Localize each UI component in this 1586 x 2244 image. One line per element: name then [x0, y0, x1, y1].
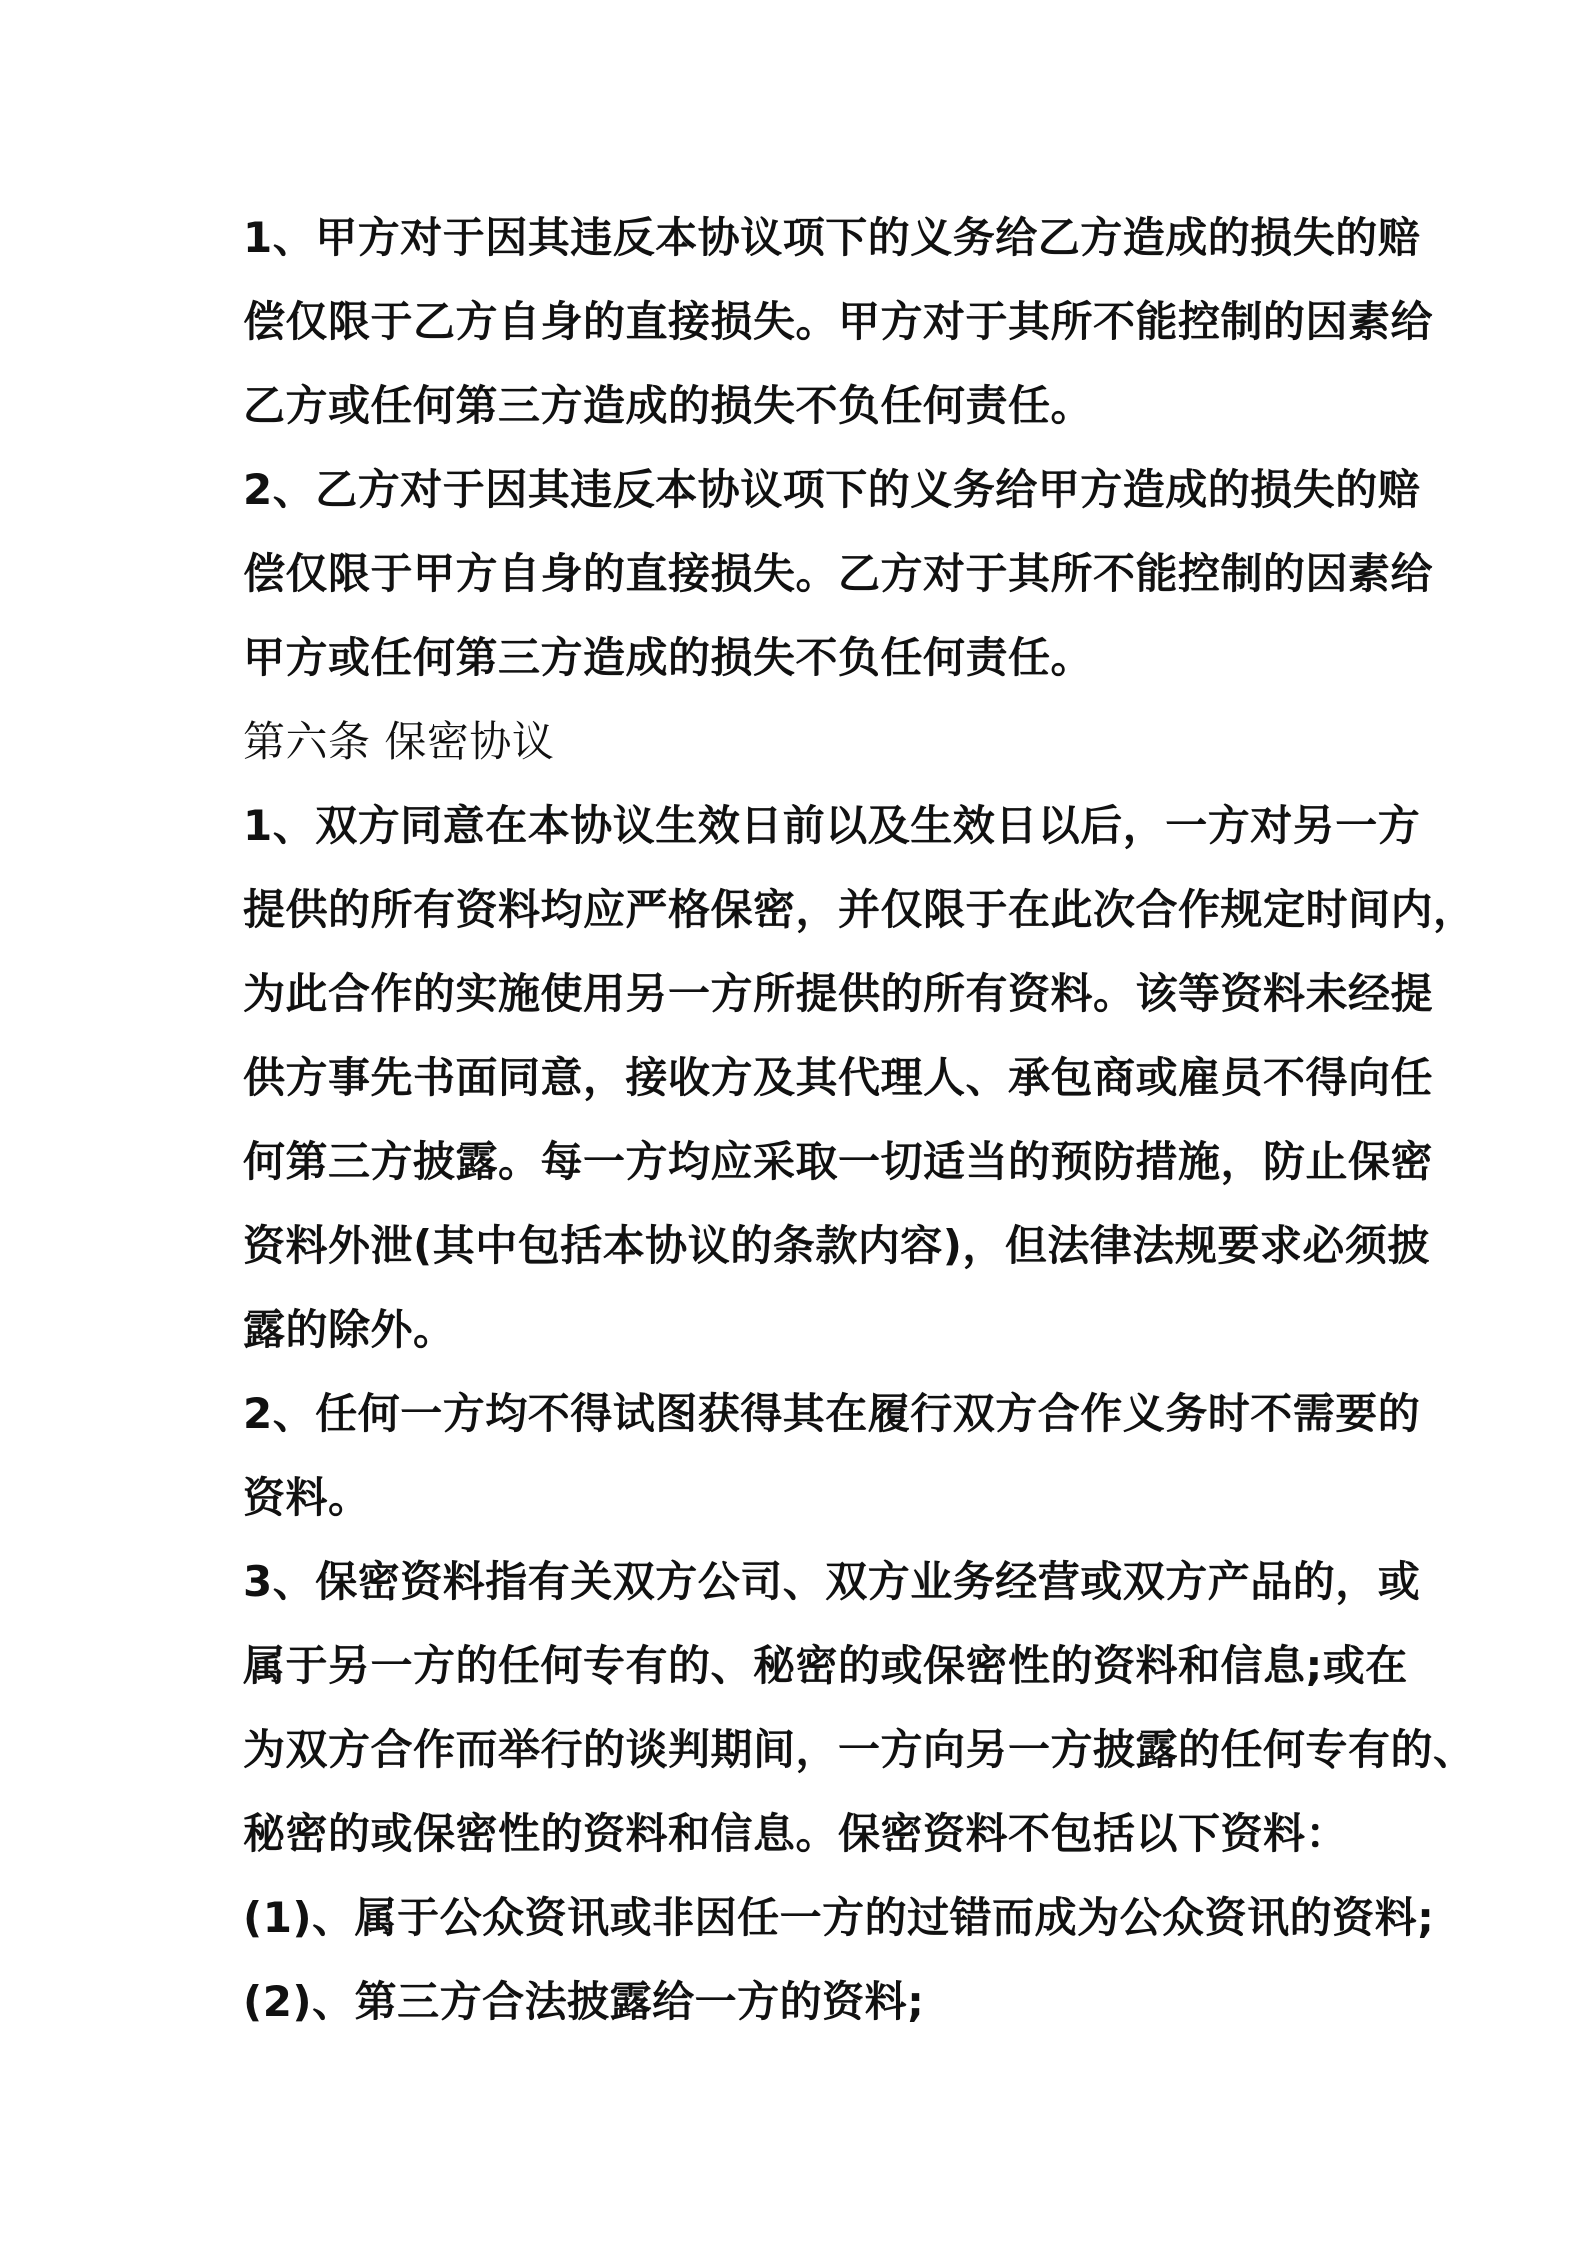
clause-6-3-line-3: 为双方合作而举行的谈判期间，一方向另一方披露的任何专有的、 — [243, 1725, 1476, 1774]
clause-6-3-line-2: 属于另一方的任何专有的、秘密的或保密性的资料和信息;或在 — [243, 1641, 1408, 1690]
clause-6-2-line-1: 2、任何一方均不得试图获得其在履行双方合作义务时不需要的 — [243, 1389, 1421, 1438]
clause-5-2-line-3: 甲方或任何第三方造成的损失不负任何责任。 — [243, 633, 1094, 682]
clause-6-1-line-3: 为此合作的实施使用另一方所提供的所有资料。该等资料未经提 — [243, 969, 1434, 1018]
clause-5-1-line-1: 1、甲方对于因其违反本协议项下的义务给乙方造成的损失的赔 — [243, 213, 1421, 262]
clause-5-2-line-1: 2、乙方对于因其违反本协议项下的义务给甲方造成的损失的赔 — [243, 465, 1421, 514]
clause-6-3-item-1: (1)、属于公众资讯或非因任一方的过错而成为公众资讯的资料; — [243, 1893, 1435, 1942]
clause-6-3-line-1: 3、保密资料指有关双方公司、双方业务经营或双方产品的，或 — [243, 1557, 1421, 1606]
section-heading-article-6: 第六条 保密协议 — [243, 717, 555, 766]
clause-5-1-line-3: 乙方或任何第三方造成的损失不负任何责任。 — [243, 381, 1094, 430]
clause-5-1-line-2: 偿仅限于乙方自身的直接损失。甲方对于其所不能控制的因素给 — [243, 297, 1434, 346]
clause-6-1-line-2: 提供的所有资料均应严格保密，并仅限于在此次合作规定时间内， — [243, 885, 1476, 934]
clause-6-1-line-4: 供方事先书面同意，接收方及其代理人、承包商或雇员不得向任 — [243, 1053, 1434, 1102]
clause-6-3-line-4: 秘密的或保密性的资料和信息。保密资料不包括以下资料： — [243, 1809, 1349, 1858]
clause-6-1-line-6: 资料外泄(其中包括本协议的条款内容)，但法律法规要求必须披 — [243, 1221, 1430, 1270]
clause-6-1-line-7: 露的除外。 — [243, 1305, 456, 1354]
clause-6-3-item-2: (2)、第三方合法披露给一方的资料; — [243, 1977, 925, 2026]
clause-6-1-line-1: 1、双方同意在本协议生效日前以及生效日以后，一方对另一方 — [243, 801, 1421, 850]
clause-6-2-line-2: 资料。 — [243, 1473, 371, 1522]
document-body — [243, 196, 1476, 2044]
clause-5-2-line-2: 偿仅限于甲方自身的直接损失。乙方对于其所不能控制的因素给 — [243, 549, 1434, 598]
clause-6-1-line-5: 何第三方披露。每一方均应采取一切适当的预防措施，防止保密 — [243, 1137, 1434, 1186]
